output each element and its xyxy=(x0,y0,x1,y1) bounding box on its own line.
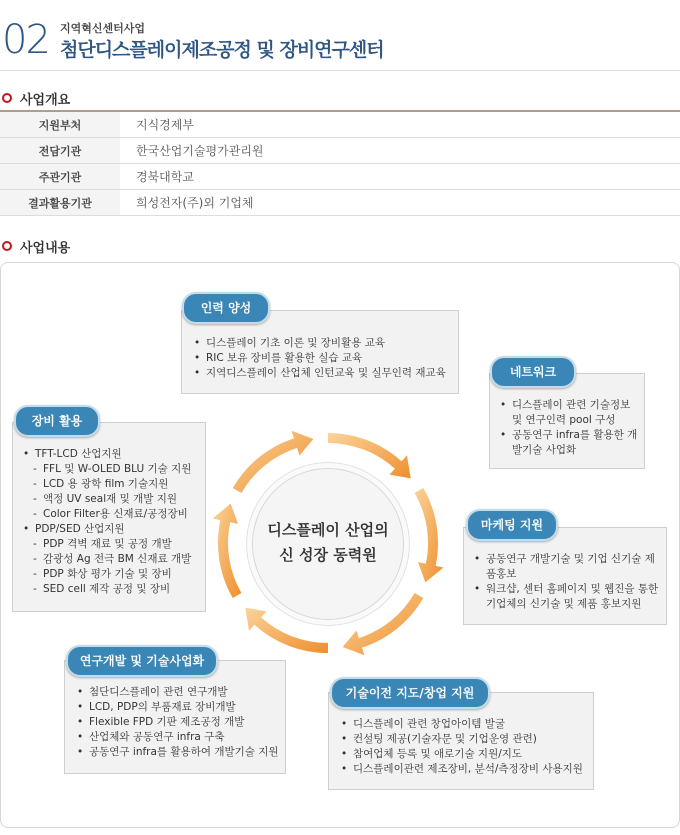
list-item: • 참여업체 등록 및 애로기술 지원/지도 xyxy=(341,747,593,762)
training-pill: 인력 양성 xyxy=(182,292,270,324)
list-item: • 디스플레이관련 제조장비, 분석/측정장비 사용지원 xyxy=(341,762,593,777)
table-key: 전담기관 xyxy=(0,138,120,164)
list-item: - PDP 화상 평가 기술 및 장비 xyxy=(23,567,205,582)
marketing-box xyxy=(463,527,667,625)
list-item: • PDP/SED 산업지원 xyxy=(23,522,205,537)
page-title: 첨단디스플레이제조공정 및 장비연구센터 xyxy=(60,39,384,61)
rnd-list xyxy=(77,685,285,760)
list-item: • 공동연구 개발기술 및 기업 신기술 제품홍보 xyxy=(474,552,660,582)
center-line-2: 신 성장 동력원 xyxy=(279,546,377,564)
table-key: 지원부처 xyxy=(0,111,120,138)
table-value: 희성전자(주)외 기업체 xyxy=(120,190,680,216)
list-item: - SED cell 제작 공정 및 장비 xyxy=(23,582,205,597)
table-key: 주관기관 xyxy=(0,164,120,190)
training-list xyxy=(194,336,458,381)
transfer-list xyxy=(341,717,593,777)
list-item: • Flexible FPD 기판 제조공정 개발 xyxy=(77,715,285,730)
table-key: 결과활용기관 xyxy=(0,190,120,216)
list-item: - 감광성 Ag 전극 BM 신재료 개발 xyxy=(23,552,205,567)
table-value: 한국산업기술평가관리원 xyxy=(120,138,680,164)
cycle-arrow-icon xyxy=(415,488,444,582)
list-item: • LCD, PDP의 부품재료 장비개발 xyxy=(77,700,285,715)
list-item: • 공동연구 infra를 활용한 개발기술 사업화 xyxy=(500,428,638,458)
list-item: • 디스플레이 관련 창업아이템 발굴 xyxy=(341,717,593,732)
list-item: • 디스플레이 관련 기술정보 및 연구인력 pool 구성 xyxy=(500,398,638,428)
marketing-pill: 마케팅 지원 xyxy=(466,509,558,541)
list-item: - PDP 격벽 재료 및 공정 개발 xyxy=(23,537,205,552)
table-value: 경북대학교 xyxy=(120,164,680,190)
list-item: • 컨설팅 제공(기술자문 및 기업운영 관련) xyxy=(341,732,593,747)
rnd-box xyxy=(64,660,286,774)
list-item: • 산업체와 공동연구 infra 구축 xyxy=(77,730,285,745)
list-item: - 액정 UV seal재 및 개발 지원 xyxy=(23,492,205,507)
transfer-pill: 기술이전 지도/창업 지원 xyxy=(330,677,490,709)
list-item: • 디스플레이 기초 이론 및 장비활용 교육 xyxy=(194,336,458,351)
list-item: • 공동연구 infra를 활용하여 개발기술 지원 xyxy=(77,745,285,760)
table-value: 지식경제부 xyxy=(120,111,680,138)
list-item: - FFL 및 W-OLED BLU 기술 지원 xyxy=(23,462,205,477)
rnd-pill: 연구개발 및 기술사업화 xyxy=(66,645,218,677)
network-list xyxy=(500,398,638,458)
overview-heading-text: 사업개요 xyxy=(20,93,71,108)
marketing-list xyxy=(474,552,660,612)
cycle-arrow-icon xyxy=(213,504,242,598)
page-subtitle: 지역혁신센터사업 xyxy=(60,22,146,35)
equipment-box xyxy=(12,422,206,612)
list-item: - LCD 용 광학 film 기술지원 xyxy=(23,477,205,492)
content-heading-text: 사업내용 xyxy=(20,241,71,256)
list-item: • 워크샵, 센터 홈페이지 및 웹진을 통한 기업체의 신기술 및 제품 홍보지원 xyxy=(474,582,660,612)
equipment-pill: 장비 활용 xyxy=(14,405,100,437)
network-pill: 네트워크 xyxy=(490,356,576,388)
center-line-1: 디스플레이 산업의 xyxy=(267,521,389,539)
list-item: • TFT-LCD 산업지원 xyxy=(23,447,205,462)
list-item: - Color Filter용 신재료/공정장비 xyxy=(23,507,205,522)
list-item: • 첨단디스플레이 관련 연구개발 xyxy=(77,685,285,700)
center-circle xyxy=(252,468,404,620)
list-item: • RIC 보유 장비를 활용한 실습 교육 xyxy=(194,351,458,366)
list-item: • 지역디스플레이 산업체 인턴교육 및 실무인력 재교육 xyxy=(194,366,458,381)
section-number: 02 xyxy=(2,17,49,63)
equipment-list xyxy=(23,447,205,597)
